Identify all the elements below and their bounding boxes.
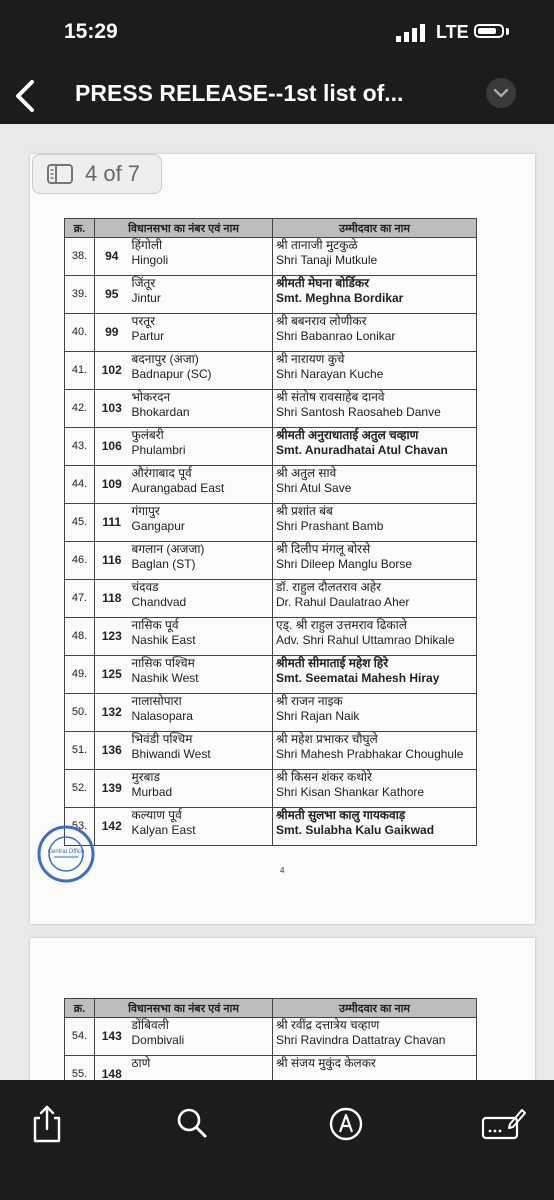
constituency-number: 123 — [95, 618, 129, 656]
pdf-page — [30, 154, 535, 924]
candidate-name-english: Smt. Seematai Mahesh Hiray — [276, 671, 440, 685]
table-row — [65, 580, 477, 618]
candidate-name-hindi: श्री किसन शंकर कथोरे — [276, 770, 372, 784]
constituency-cell — [129, 694, 273, 732]
constituency-number: 109 — [95, 466, 129, 504]
table-row — [65, 276, 477, 314]
constituency-name-english: Badnapur (SC) — [131, 367, 212, 381]
row-serial: 55. — [65, 1056, 95, 1081]
title-menu-button[interactable] — [486, 78, 516, 108]
constituency-name-hindi: ठाणे — [131, 1056, 151, 1070]
constituency-name-hindi: औरंगाबाद पूर्व — [131, 466, 192, 480]
candidate-name-hindi: श्री प्रशांत बंब — [276, 504, 333, 518]
constituency-number: 94 — [95, 238, 129, 276]
constituency-name-hindi: नासिक पश्चिम — [131, 656, 195, 670]
table-row — [65, 504, 477, 542]
constituency-cell — [129, 504, 273, 542]
constituency-number: 111 — [95, 504, 129, 542]
table-row — [65, 466, 477, 504]
candidate-name-english: Dr. Rahul Daulatrao Aher — [276, 595, 410, 609]
candidate-name-hindi: श्री संजय मुकुंद केलकर — [276, 1056, 376, 1070]
constituency-cell — [129, 580, 273, 618]
candidate-name-english: Shri Rajan Naik — [276, 709, 360, 723]
table-row — [65, 770, 477, 808]
header-candidate: उम्मीदवार का नाम — [273, 219, 477, 238]
constituency-name-hindi: गंगापुर — [131, 504, 160, 518]
row-serial: 40. — [65, 314, 95, 352]
candidate-name-hindi: श्री रवींद्र दत्तात्रेय चव्हाण — [276, 1018, 380, 1032]
candidate-cell — [273, 466, 477, 504]
candidate-name-english: Shri Dileep Manglu Borse — [276, 557, 413, 571]
constituency-name-english: Hingoli — [131, 253, 169, 267]
constituency-cell — [129, 314, 273, 352]
constituency-name-english: Nalasopara — [131, 709, 193, 723]
constituency-name-english: Nashik West — [131, 671, 199, 685]
table-row — [65, 656, 477, 694]
constituency-cell — [129, 466, 273, 504]
row-serial: 42. — [65, 390, 95, 428]
constituency-name-hindi: बदनापुर (अजा) — [131, 352, 199, 366]
constituency-name-english: Dombivali — [131, 1033, 185, 1047]
page-number: 4 — [280, 866, 285, 875]
constituency-cell — [129, 352, 273, 390]
row-serial: 54. — [65, 1018, 95, 1056]
constituency-name-english: Bhokardan — [131, 405, 190, 419]
constituency-cell — [129, 238, 273, 276]
constituency-name-hindi: नालासोपारा — [131, 694, 182, 708]
candidate-name-hindi: एड्. श्री राहुल उत्तमराव ढिकाले — [276, 618, 407, 632]
document-title: PRESS RELEASE--1st list of... — [75, 80, 404, 106]
candidate-cell — [273, 770, 477, 808]
pdf-viewer[interactable] — [0, 124, 554, 1080]
constituency-number: 148 — [95, 1056, 129, 1081]
constituency-name-english: Baglan (ST) — [131, 557, 196, 571]
row-serial: 49. — [65, 656, 95, 694]
constituency-name-hindi: कल्याण पूर्व — [131, 808, 182, 822]
candidate-cell — [273, 238, 477, 276]
constituency-name-hindi: भोकरदन — [131, 390, 171, 404]
constituency-cell — [129, 428, 273, 466]
constituency-cell — [129, 542, 273, 580]
table-row — [65, 238, 477, 276]
candidate-cell — [273, 618, 477, 656]
constituency-name-hindi: चंदवड — [131, 580, 159, 594]
candidate-name-hindi: श्री नारायण कुचे — [276, 352, 345, 366]
share-icon[interactable] — [30, 1104, 64, 1144]
search-icon[interactable] — [174, 1104, 210, 1144]
row-serial: 45. — [65, 504, 95, 542]
constituency-name-english: Aurangabad East — [131, 481, 225, 495]
candidate-cell — [273, 656, 477, 694]
candidate-cell — [273, 504, 477, 542]
row-serial: 48. — [65, 618, 95, 656]
network-type: LTE — [436, 22, 469, 42]
constituency-cell — [129, 390, 273, 428]
candidate-name-hindi: श्री राजन नाइक — [276, 694, 343, 708]
constituency-number: 132 — [95, 694, 129, 732]
table-row — [65, 428, 477, 466]
table-row — [65, 1018, 477, 1056]
constituency-cell — [129, 276, 273, 314]
constituency-name-english: Nashik East — [131, 633, 196, 647]
header-sr: क्र. — [65, 219, 95, 238]
constituency-name-hindi: परतूर — [131, 314, 155, 328]
constituency-name-hindi: भिवंडी पश्चिम — [131, 732, 193, 746]
constituency-cell — [129, 732, 273, 770]
table-row — [65, 314, 477, 352]
bottom-toolbar — [0, 1080, 554, 1200]
table-row — [65, 694, 477, 732]
candidate-cell — [273, 390, 477, 428]
party-seal-stamp — [36, 824, 96, 884]
row-serial: 47. — [65, 580, 95, 618]
candidate-cell — [273, 1018, 477, 1056]
candidate-name-english: Shri Kisan Shankar Kathore — [276, 785, 425, 799]
constituency-number: 99 — [95, 314, 129, 352]
candidate-name-hindi: श्रीमती सीमाताई महेश हिरे — [276, 656, 389, 670]
battery-tip — [506, 28, 509, 35]
status-bar — [0, 0, 554, 64]
header-constituency: विधानसभा का नंबर एवं नाम — [95, 999, 273, 1018]
constituency-number: 118 — [95, 580, 129, 618]
table-row — [65, 808, 477, 846]
candidate-name-hindi: श्री अतुल सावे — [276, 466, 337, 480]
candidate-name-english: Shri Atul Save — [276, 481, 352, 495]
candidate-name-english: Shri Babanrao Lonikar — [276, 329, 396, 343]
table-row — [65, 1056, 477, 1081]
candidate-name-english: Adv. Shri Rahul Uttamrao Dhikale — [276, 633, 455, 647]
table-row — [65, 732, 477, 770]
constituency-name-hindi: जिंतूर — [131, 276, 156, 290]
candidate-cell — [273, 694, 477, 732]
constituency-cell — [129, 1018, 273, 1056]
row-serial: 39. — [65, 276, 95, 314]
form-fill-icon[interactable] — [480, 1104, 526, 1144]
candidate-name-hindi: श्रीमती अनुराधाताई अतुल चव्हाण — [276, 428, 419, 442]
constituency-name-hindi: नासिक पूर्व — [131, 618, 179, 632]
chevron-down-icon — [486, 78, 516, 108]
candidate-name-english: Shri Prashant Bamb — [276, 519, 384, 533]
table-row — [65, 542, 477, 580]
candidate-name-english: Shri Narayan Kuche — [276, 367, 384, 381]
svg-text:Central Office: Central Office — [47, 849, 85, 855]
candidate-cell — [273, 276, 477, 314]
candidate-name-hindi: श्री संतोष रावसाहेब दानवे — [276, 390, 385, 404]
constituency-name-english: Kalyan East — [131, 823, 196, 837]
row-serial: 52. — [65, 770, 95, 808]
header-candidate: उम्मीदवार का नाम — [273, 999, 477, 1018]
row-serial: 51. — [65, 732, 95, 770]
candidate-cell — [273, 580, 477, 618]
row-serial: 38. — [65, 238, 95, 276]
pdf-page-next — [30, 938, 535, 1080]
candidate-cell — [273, 314, 477, 352]
constituency-number: 125 — [95, 656, 129, 694]
candidate-cell — [273, 808, 477, 846]
constituency-name-hindi: फुलंबरी — [131, 428, 164, 442]
constituency-number: 102 — [95, 352, 129, 390]
table-row — [65, 390, 477, 428]
candidate-table — [64, 218, 477, 846]
candidate-name-english: Shri Mahesh Prabhakar Choughule — [276, 747, 464, 761]
constituency-number: 106 — [95, 428, 129, 466]
constituency-number: 142 — [95, 808, 129, 846]
back-chevron-icon[interactable] — [12, 76, 40, 116]
candidate-cell — [273, 542, 477, 580]
constituency-cell — [129, 1056, 273, 1081]
battery-icon — [474, 24, 504, 38]
row-serial: 41. — [65, 352, 95, 390]
constituency-name-english: Chandvad — [131, 595, 187, 609]
header-sr: क्र. — [65, 999, 95, 1018]
row-serial: 43. — [65, 428, 95, 466]
row-serial: 53. — [65, 808, 95, 846]
signal-icon — [396, 24, 430, 42]
candidate-name-english: Shri Ravindra Dattatray Chavan — [276, 1033, 446, 1047]
candidate-name-english: Shri Santosh Raosaheb Danve — [276, 405, 441, 419]
candidate-name-english: Smt. Sulabha Kalu Gaikwad — [276, 823, 435, 837]
row-serial: 50. — [65, 694, 95, 732]
constituency-cell — [129, 618, 273, 656]
candidate-name-hindi: श्री दिलीप मंगलू बोरसे — [276, 542, 371, 556]
markup-icon[interactable] — [326, 1104, 366, 1144]
table-row — [65, 352, 477, 390]
constituency-number: 143 — [95, 1018, 129, 1056]
candidate-cell — [273, 352, 477, 390]
constituency-name-hindi: डोंबिवली — [131, 1018, 169, 1032]
header-constituency: विधानसभा का नंबर एवं नाम — [95, 219, 273, 238]
constituency-name-english: Bhiwandi West — [131, 747, 211, 761]
page-indicator-text: 4 of 7 — [85, 161, 141, 186]
row-serial: 46. — [65, 542, 95, 580]
sidebar-icon — [47, 164, 73, 184]
constituency-number: 95 — [95, 276, 129, 314]
candidate-name-hindi: श्री तानाजी मुटकुळे — [276, 238, 358, 252]
constituency-name-hindi: मुरबाड — [131, 770, 160, 784]
candidate-table-next — [64, 998, 477, 1080]
constituency-number: 103 — [95, 390, 129, 428]
constituency-name-english: Partur — [131, 329, 165, 343]
constituency-name-english: Phulambri — [131, 443, 186, 457]
candidate-name-english: Smt. Anuradhatai Atul Chavan — [276, 443, 448, 457]
constituency-name-hindi: हिंगोली — [131, 238, 163, 252]
table-row — [65, 618, 477, 656]
candidate-cell — [273, 732, 477, 770]
candidate-name-hindi: श्री महेश प्रभाकर चौघुले — [276, 732, 378, 746]
constituency-cell — [129, 770, 273, 808]
candidate-name-hindi: श्रीमती मेघना बोर्डिकर — [276, 276, 370, 290]
constituency-cell — [129, 808, 273, 846]
candidate-name-english: Smt. Meghna Bordikar — [276, 291, 404, 305]
row-serial: 44. — [65, 466, 95, 504]
status-time: 15:29 — [64, 20, 118, 43]
page-indicator[interactable] — [32, 154, 162, 194]
constituency-number: 139 — [95, 770, 129, 808]
candidate-name-hindi: श्रीमती सुलभा कालु गायकवाड़ — [276, 808, 406, 822]
candidate-name-hindi: श्री बबनराव लोणीकर — [276, 314, 367, 328]
candidate-name-hindi: डॉ. राहुल दौलतराव अहेर — [276, 580, 381, 594]
constituency-number: 116 — [95, 542, 129, 580]
constituency-name-english: Murbad — [131, 785, 173, 799]
constituency-number: 136 — [95, 732, 129, 770]
constituency-cell — [129, 656, 273, 694]
candidate-cell — [273, 428, 477, 466]
candidate-name-english: Shri Tanaji Mutkule — [276, 253, 378, 267]
constituency-name-english: Gangapur — [131, 519, 185, 533]
candidate-cell — [273, 1056, 477, 1081]
constituency-name-hindi: बगलान (अजजा) — [131, 542, 205, 556]
constituency-name-english: Jintur — [131, 291, 161, 305]
